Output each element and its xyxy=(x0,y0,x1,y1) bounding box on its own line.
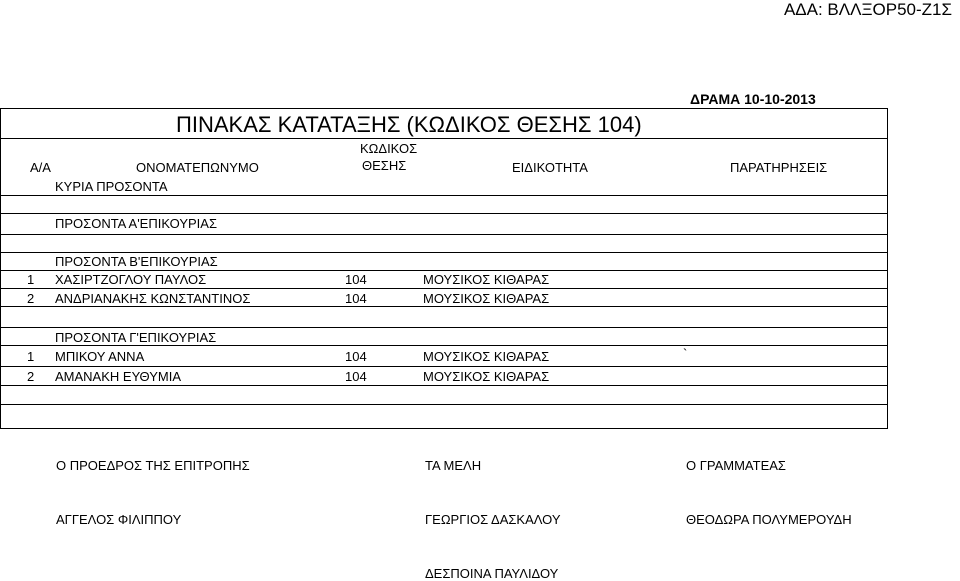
row-specialty: ΜΟΥΣΙΚΟΣ ΚΙΘΑΡΑΣ xyxy=(423,291,550,306)
member2-name: ΔΕΣΠΟΙΝΑ ΠΑΥΛΙΔΟΥ xyxy=(425,566,559,581)
row-aa: 2 xyxy=(27,291,35,306)
document-date: ΔΡΑΜΑ 10-10-2013 xyxy=(690,91,816,107)
header-code-line1: ΚΩΔΙΚΟΣ xyxy=(360,141,418,156)
member1-name: ΓΕΩΡΓΙΟΣ ΔΑΣΚΑΛΟΥ xyxy=(425,512,561,527)
row-notes: ` xyxy=(683,346,688,361)
header-specialty: ΕΙΔΙΚΟΤΗΤΑ xyxy=(512,160,588,175)
members-role: ΤΑ ΜΕΛΗ xyxy=(425,458,482,473)
row-specialty: ΜΟΥΣΙΚΟΣ ΚΙΘΑΡΑΣ xyxy=(423,272,550,287)
section-c: ΠΡΟΣΟΝΤΑ Γ'ΕΠΙΚΟΥΡΙΑΣ xyxy=(55,330,217,345)
secretary-role: Ο ΓΡΑΜΜΑΤΕΑΣ xyxy=(686,458,786,473)
secretary-name: ΘΕΟΔΩΡΑ ΠΟΛΥΜΕΡΟΥΔΗ xyxy=(686,512,852,527)
row-name: ΑΜΑΝΑΚΗ ΕΥΘΥΜΙΑ xyxy=(55,369,181,384)
president-role: Ο ΠΡΟΕΔΡΟΣ ΤΗΣ ΕΠΙΤΡΟΠΗΣ xyxy=(56,458,250,473)
row-code: 104 xyxy=(345,291,367,306)
row-code: 104 xyxy=(345,272,367,287)
row-name: ΧΑΣΙΡΤΖΟΓΛΟΥ ΠΑΥΛΟΣ xyxy=(55,272,207,287)
row-code: 104 xyxy=(345,369,367,384)
row-specialty: ΜΟΥΣΙΚΟΣ ΚΙΘΑΡΑΣ xyxy=(423,349,550,364)
president-name: ΑΓΓΕΛΟΣ ΦΙΛΙΠΠΟΥ xyxy=(56,512,182,527)
row-name: ΜΠΙΚΟΥ ΑΝΝΑ xyxy=(55,349,145,364)
section-main: ΚΥΡΙΑ ΠΡΟΣΟΝΤΑ xyxy=(55,179,168,194)
row-specialty: ΜΟΥΣΙΚΟΣ ΚΙΘΑΡΑΣ xyxy=(423,369,550,384)
row-name: ΑΝΔΡΙΑΝΑΚΗΣ ΚΩΝΣΤΑΝΤΙΝΟΣ xyxy=(55,291,251,306)
header-notes: ΠΑΡΑΤΗΡΗΣΕΙΣ xyxy=(730,160,828,175)
section-a: ΠΡΟΣΟΝΤΑ Α'ΕΠΙΚΟΥΡΙΑΣ xyxy=(55,216,217,231)
row-aa: 1 xyxy=(27,349,35,364)
header-code-line2: ΘΕΣΗΣ xyxy=(362,158,407,173)
header-name: ΟΝΟΜΑΤΕΠΩΝΥΜΟ xyxy=(136,160,259,175)
row-code: 104 xyxy=(345,349,367,364)
ada-code: ΑΔΑ: ΒΛΛΞΟΡ50-Ζ1Σ xyxy=(783,0,952,19)
page-title: ΠΙΝΑΚΑΣ ΚΑΤΑΤΑΞΗΣ (ΚΩΔΙΚΟΣ ΘΕΣΗΣ 104) xyxy=(176,112,642,137)
row-aa: 1 xyxy=(27,272,35,287)
section-b: ΠΡΟΣΟΝΤΑ Β'ΕΠΙΚΟΥΡΙΑΣ xyxy=(55,254,218,269)
row-aa: 2 xyxy=(27,369,35,384)
header-aa: Α/Α xyxy=(30,160,51,175)
